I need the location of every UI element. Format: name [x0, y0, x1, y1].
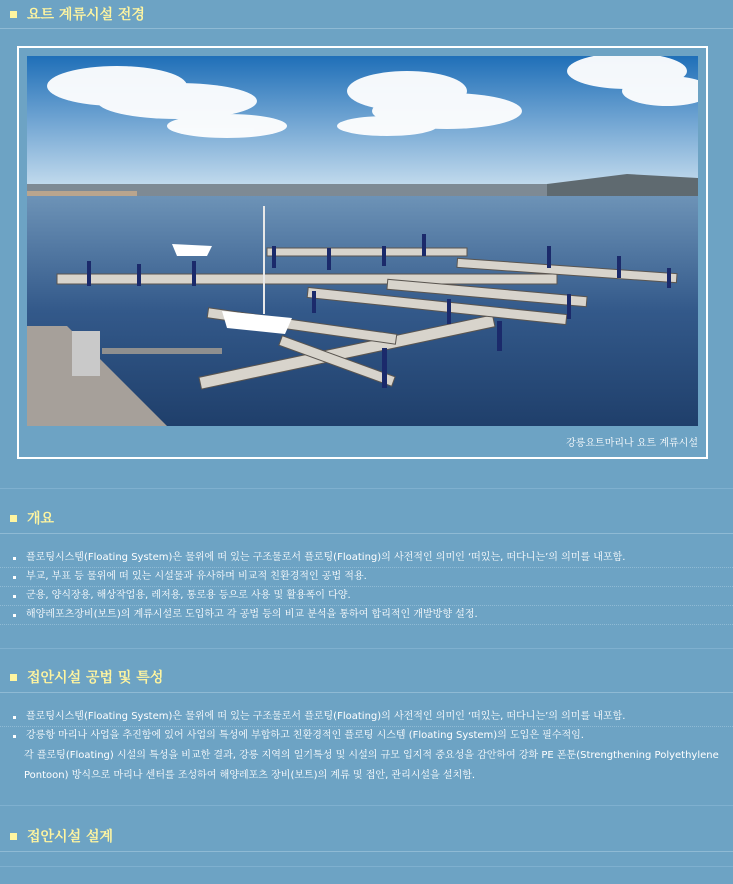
method-list — [0, 708, 733, 745]
square-bullet-icon — [10, 515, 17, 522]
list-item: 부교, 부표 등 물위에 떠 있는 시설물과 유사하며 비교적 친환경적인 공법 적용. — [0, 568, 733, 587]
dot-bullet-icon — [13, 576, 16, 579]
list-item: 군용, 양식장용, 해상작업용, 레저용, 통로용 등으로 사용 및 활용폭이 다양. — [0, 587, 733, 606]
divider — [0, 648, 733, 649]
section-title-text: 요트 계류시설 전경 — [27, 7, 145, 23]
dot-bullet-icon — [13, 735, 16, 738]
list-item: 플로팅시스템(Floating System)은 물위에 떠 있는 구조물로서 플로팅(Floating)의 사전적인 의미인 ‘떠있는, 떠다니는’의 의미를 내포함. — [0, 708, 733, 727]
section-title-overview — [0, 505, 733, 531]
photo-caption: 강릉요트마리나 요트 계류시설 — [566, 438, 698, 449]
list-item: 강릉항 마리나 사업을 추진함에 있어 사업의 특성에 부합하고 친환경적인 플로팅 시스템 (Floating System)의 도입은 필수적임. — [0, 727, 733, 745]
square-bullet-icon — [10, 674, 17, 681]
divider — [0, 692, 733, 693]
dot-bullet-icon — [13, 614, 16, 617]
list-item: 해양레포츠장비(보트)의 계류시설로 도입하고 각 공법 등의 비교 분석을 통하여 합리적인 개발방향 설정. — [0, 606, 733, 625]
section-title-text: 접안시설 설계 — [27, 829, 114, 845]
dot-bullet-icon — [13, 595, 16, 598]
divider — [0, 488, 733, 489]
section-title-text: 접안시설 공법 및 특성 — [27, 670, 164, 686]
marina-photo — [27, 56, 698, 426]
overview-list — [0, 549, 733, 625]
method-paragraph: 각 플로팅(Floating) 시설의 특성을 비교한 결과, 강릉 지역의 일기특성 및 시설의 규모 입지적 중요성을 감안하여 강화 PE 폰툰(Strengthening Polyethylene Pontoon) 방식으로 마리나 센터를 조성하여 해양레포츠 장비(보트)의 계류 및 접안, 관리시설을 설치함. — [24, 750, 719, 781]
section-title-method — [0, 664, 733, 690]
divider — [0, 851, 733, 852]
divider — [0, 805, 733, 806]
section-title-design — [0, 823, 733, 849]
section-title-view — [0, 1, 733, 27]
section-title-text: 개요 — [27, 511, 55, 527]
photo-frame — [17, 46, 708, 459]
square-bullet-icon — [10, 833, 17, 840]
square-bullet-icon — [10, 11, 17, 18]
divider — [0, 28, 733, 29]
divider — [0, 533, 733, 534]
dot-bullet-icon — [13, 716, 16, 719]
divider — [0, 866, 733, 867]
dot-bullet-icon — [13, 557, 16, 560]
list-item: 플로팅시스템(Floating System)은 물위에 떠 있는 구조물로서 플로팅(Floating)의 사전적인 의미인 ‘떠있는, 떠다니는’의 의미를 내포함. — [0, 549, 733, 568]
